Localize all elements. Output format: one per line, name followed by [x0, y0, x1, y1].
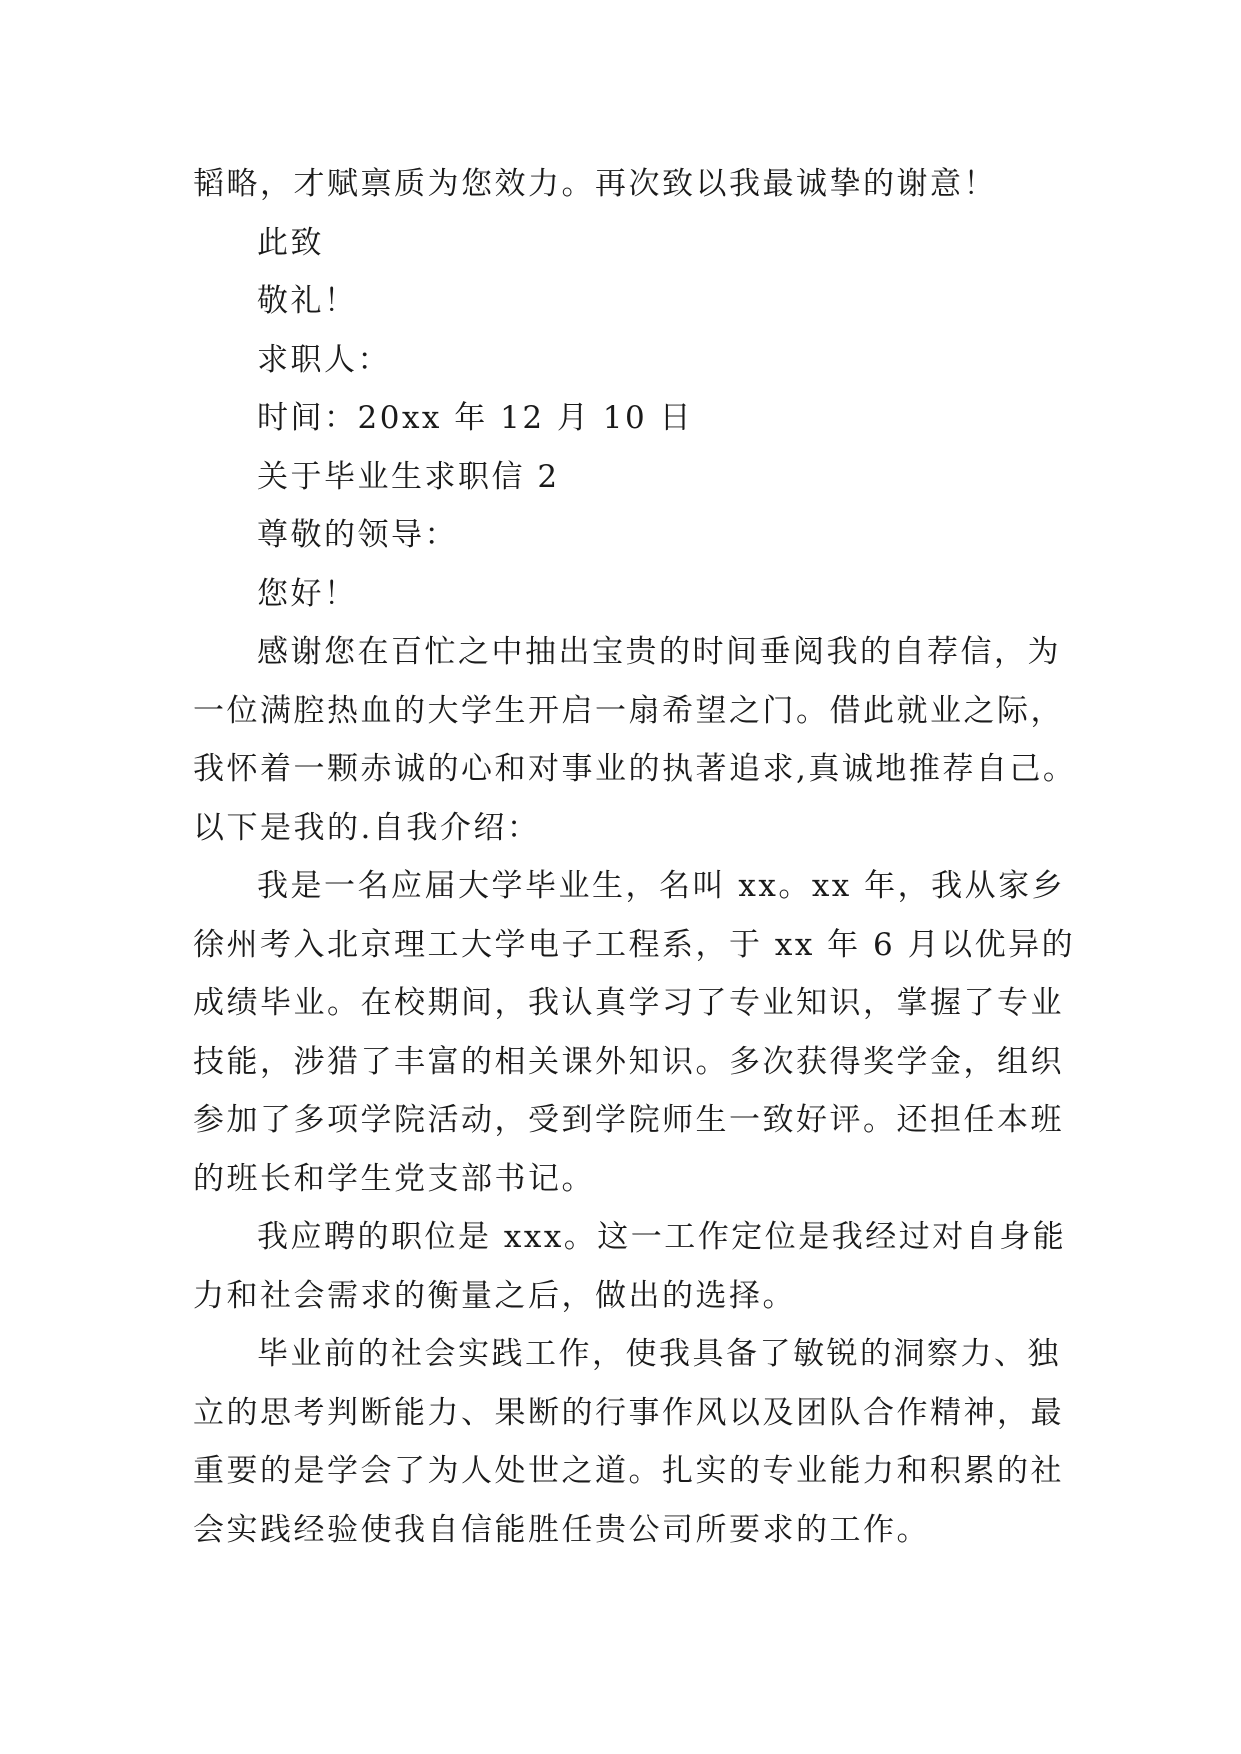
text-line: 重要的是学会了为人处世之道。扎实的专业能力和积累的社	[193, 1453, 1064, 1489]
text-line: 力和社会需求的衡量之后，做出的选择。	[193, 1277, 796, 1314]
text-line: 技能，涉猎了丰富的相关课外知识。多次获得奖学金，组织	[193, 1043, 1064, 1080]
text-line: 的班长和学生党支部书记。	[193, 1160, 595, 1197]
text-line: 我怀着一颗赤诚的心和对事业的执著追求,真诚地推荐自己。	[193, 751, 1077, 787]
greeting-hello: 您好！	[257, 575, 358, 612]
text-line: 参加了多项学院活动，受到学院师生一致好评。还担任本班	[193, 1102, 1064, 1138]
text-line: 徐州考入北京理工大学电子工程系，于 xx 年 6 月以优异的	[193, 926, 1076, 963]
text-line: 会实践经验使我自信能胜任贵公司所要求的工作。	[193, 1511, 930, 1548]
letter-title: 关于毕业生求职信 2	[257, 458, 560, 495]
text-line: 毕业前的社会实践工作，使我具备了敏锐的洞察力、独	[257, 1336, 1061, 1372]
document-body	[193, 155, 1077, 1559]
text-line: 我是一名应届大学毕业生，名叫 xx。xx 年，我从家乡	[257, 868, 1066, 904]
closing-regards: 敬礼！	[257, 283, 358, 319]
greeting-line: 尊敬的领导：	[257, 517, 458, 553]
text-line: 感谢您在百忙之中抽出宝贵的时间垂阅我的自荐信，为	[257, 634, 1061, 670]
text-line: 一位满腔热血的大学生开启一扇希望之门。借此就业之际，	[193, 692, 1064, 729]
date-line: 时间：20xx 年 12 月 10 日	[257, 400, 694, 436]
text-line: 我应聘的职位是 xxx。这一工作定位是我经过对自身能	[257, 1219, 1067, 1255]
applicant-line: 求职人：	[257, 341, 391, 378]
text-line: 立的思考判断能力、果断的行事作风以及团队合作精神，最	[193, 1394, 1064, 1431]
text-line: 成绩毕业。在校期间，我认真学习了专业知识，掌握了专业	[193, 985, 1064, 1021]
text-line: 以下是我的.自我介绍：	[193, 809, 541, 846]
text-line: 韬略，才赋禀质为您效力。再次致以我最诚挚的谢意！	[193, 166, 997, 202]
closing-salutation: 此致	[257, 224, 324, 261]
